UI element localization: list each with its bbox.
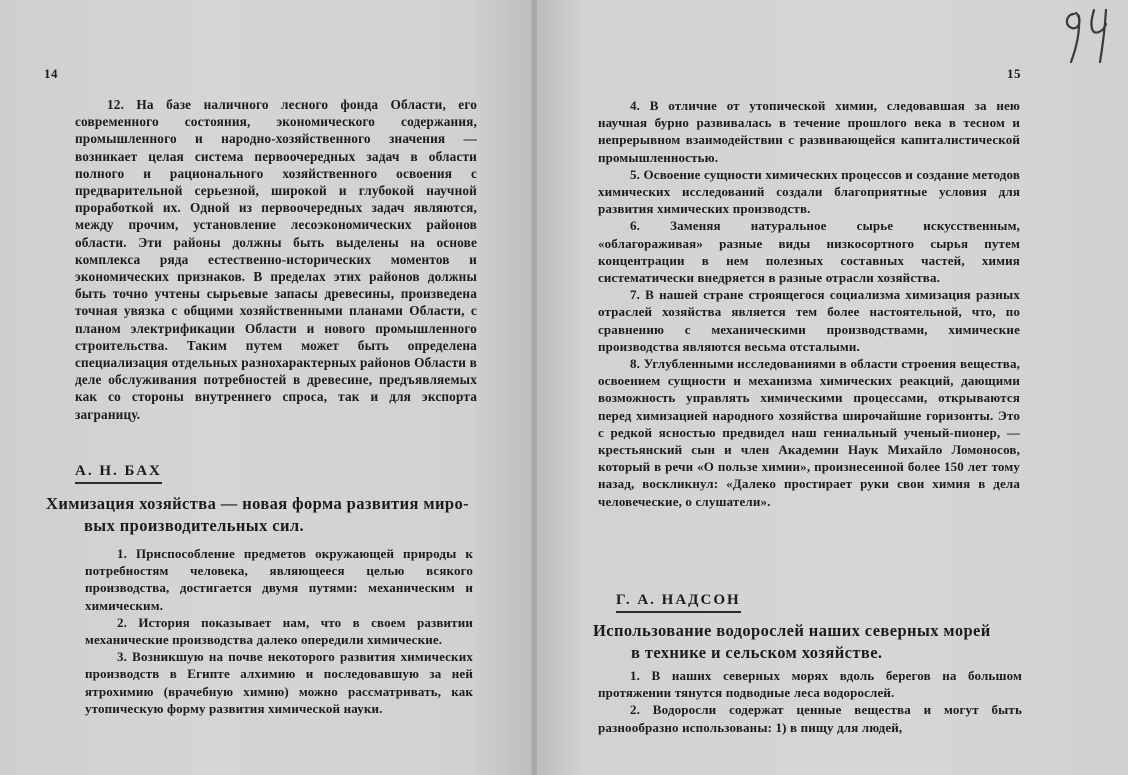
bach-paragraph-1: 1. Приспособление предметов окружающей природы к потребностям человека, являющееся целью всякого производства, достигается двумя путями: механическим и химическим. bbox=[85, 546, 473, 613]
page-number-right: 15 bbox=[1007, 66, 1021, 81]
nadson-paragraphs bbox=[598, 667, 1022, 736]
nadson-paragraph-2: 2. Водоросли содержат ценные вещества и могут быть разнообразно использованы: 1) в пищу для людей, bbox=[598, 702, 1022, 735]
paragraph-12: 12. На базе наличного лесного фонда Области, его современного состояния, экономического содержания, промышленного и народно-хозяйственного значения — возникает целая система первоочередных задач в области полного и рационального хозяйственного освоения с предварительной серьезной, широкой и глубокой научной проработкой их. Одной из первоочередных задач являются, между прочим, установление лесоэкономических районов области. Эти районы должны быть выделены на основе комплекса ряда естественно-исторических моментов и экономических признаков. В пределах этих районов должны быть точно учтены сырьевые запасы древесины, произведена точная увязка с общими хозяйственными планами Области, с планом электрификации Области и нового промышленного строительства. Таким путем может быть определена специализация отдельных разнохарактерных районов Области в деле обслуживания потребностей в древесине, предъявляемых как со стороны внутреннего спроса, так и для экспорта заграницу. bbox=[75, 97, 477, 422]
handwritten-archive-number-icon bbox=[1060, 4, 1118, 66]
left-page bbox=[0, 0, 533, 775]
article-title-nadson-line1: Использование водорослей наших северных морей bbox=[593, 621, 991, 640]
bach-paragraph-6: 6. Заменяя натуральное сырье искусственным, «облагораживая» разные виды низкосортного сырья путем концентрации в нем полезных составных частей, химия систематически внедряется в разные отрасли хозяйства. bbox=[598, 218, 1020, 286]
bach-paragraphs-continued bbox=[598, 97, 1020, 510]
author-nadson: Г. А. НАДСОН bbox=[616, 592, 741, 613]
bach-paragraph-3: 3. Возникшую на почве некоторого развития химических производств в Египте алхимию и последовавшую за ней ятрохимию (врачебную химию) можно рассматривать, как утопическую форму развития химической науки. bbox=[85, 649, 473, 716]
article-title-nadson bbox=[593, 620, 1053, 664]
bach-paragraph-2: 2. История показывает нам, что в своем развитии механические производства далеко опередили химические. bbox=[85, 614, 473, 648]
nadson-paragraph-1: 1. В наших северных морях вдоль берегов на большом протяжении тянутся подводные леса водорослей. bbox=[598, 668, 1022, 701]
article-title-bach-line1: Химизация хозяйства — новая форма развития миро- bbox=[46, 494, 470, 513]
bach-paragraph-5: 5. Освоение сущности химических процессов и создание методов химических исследований создали благоприятные условия для развития химических производств. bbox=[598, 166, 1020, 217]
article-title-bach bbox=[46, 493, 486, 537]
forestry-paragraph-block bbox=[75, 96, 477, 423]
bach-paragraph-8: 8. Углубленными исследованиями в области строения вещества, освоением сущности и механизма химических реакций, дающими возможность управлять химическими процессами, открываются перед химизацией народного хозяйства широчайшие горизонты. Это с редкой ясностью предвидел наш гениальный ученый-пионер, — крестьянский сын и член Академии Наук Михайло Ломоносов, который в речи «О пользе химии», произнесенной более 150 лет тому назад, воскликнул: «Далеко простирает руки свои химия в дела человеческие, о слушатели». bbox=[598, 356, 1020, 509]
bach-paragraph-4: 4. В отличие от утопической химии, следовавшая за нею научная бурно развивалась в течение прошлого века в тесном и непрерывном взаимодействии с развивающейся капиталистической промышленностью. bbox=[598, 98, 1020, 165]
bach-paragraph-7: 7. В нашей стране строящегося социализма химизация разных отраслей хозяйства является тем более настоятельной, что, по сравнению с механическими производствами, химические производства являются весьма отсталыми. bbox=[598, 287, 1020, 354]
author-bach: А. Н. БАХ bbox=[75, 463, 162, 484]
article-title-bach-line2: вых производительных сил. bbox=[84, 516, 305, 535]
right-page bbox=[537, 0, 1128, 775]
bach-paragraphs bbox=[85, 545, 473, 717]
page-number-left: 14 bbox=[44, 66, 58, 81]
article-title-nadson-line2: в технике и сельском хозяйстве. bbox=[631, 643, 883, 662]
